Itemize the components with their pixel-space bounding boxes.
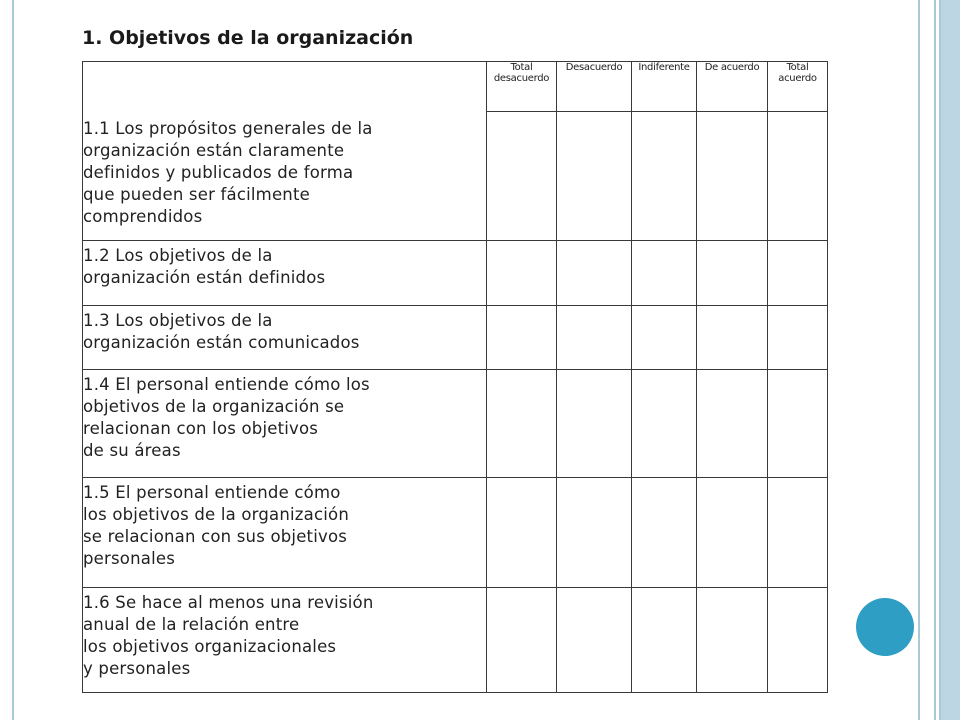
answer-cell-total-acuerdo[interactable] <box>768 112 828 241</box>
answer-cell-desacuerdo[interactable] <box>557 306 632 370</box>
question-text: 1.3 Los objetivos de la organización están comunicados <box>83 311 360 352</box>
accent-circle <box>856 598 914 656</box>
answer-cell-desacuerdo[interactable] <box>557 478 632 588</box>
answer-cell-indiferente[interactable] <box>632 112 697 241</box>
slide-left-border <box>0 0 14 720</box>
table-row <box>83 306 828 370</box>
answer-cell-desacuerdo[interactable] <box>557 370 632 478</box>
answer-cell-total-acuerdo[interactable] <box>768 478 828 588</box>
decoration-stripe <box>920 0 934 720</box>
question-cell <box>83 370 487 478</box>
answer-cell-de-acuerdo[interactable] <box>697 478 768 588</box>
answer-cell-total-desacuerdo[interactable] <box>487 588 557 693</box>
answer-cell-desacuerdo[interactable] <box>557 588 632 693</box>
answer-cell-indiferente[interactable] <box>632 478 697 588</box>
answer-cell-de-acuerdo[interactable] <box>697 241 768 306</box>
answer-cell-indiferente[interactable] <box>632 370 697 478</box>
column-header-label: Total desacuerdo <box>493 62 550 84</box>
column-header-label: De acuerdo <box>704 62 760 73</box>
answer-cell-total-desacuerdo[interactable] <box>487 306 557 370</box>
table-header-row <box>83 62 828 112</box>
answer-cell-total-acuerdo[interactable] <box>768 241 828 306</box>
question-text: 1.6 Se hace al menos una revisión anual de la relación entre los objetivos organizacionales y personales <box>83 593 374 678</box>
column-header-label: Indiferente <box>638 62 690 73</box>
slide-right-decoration <box>918 0 960 720</box>
question-cell <box>83 241 487 306</box>
question-cell <box>83 306 487 370</box>
question-text: 1.4 El personal entiende cómo los objetivos de la organización se relacionan con los objetivos de su áreas <box>83 375 370 460</box>
table-row <box>83 588 828 693</box>
answer-cell-total-acuerdo[interactable] <box>768 306 828 370</box>
answer-cell-indiferente[interactable] <box>632 306 697 370</box>
question-text: 1.2 Los objetivos de la organización están definidos <box>83 246 326 287</box>
survey-table <box>82 61 828 693</box>
answer-cell-total-acuerdo[interactable] <box>768 588 828 693</box>
answer-cell-de-acuerdo[interactable] <box>697 588 768 693</box>
document-title: 1. Objetivos de la organización <box>82 27 414 49</box>
answer-cell-indiferente[interactable] <box>632 588 697 693</box>
column-header-de-acuerdo <box>697 62 768 112</box>
table-row <box>83 241 828 306</box>
question-cell <box>83 478 487 588</box>
answer-cell-total-desacuerdo[interactable] <box>487 112 557 241</box>
decoration-stripe <box>941 0 960 720</box>
column-header-total-acuerdo <box>768 62 828 112</box>
column-header-label: Desacuerdo <box>565 62 623 73</box>
column-header-desacuerdo <box>557 62 632 112</box>
question-cell <box>83 62 487 241</box>
answer-cell-total-desacuerdo[interactable] <box>487 241 557 306</box>
answer-cell-de-acuerdo[interactable] <box>697 112 768 241</box>
answer-cell-de-acuerdo[interactable] <box>697 370 768 478</box>
answer-cell-total-desacuerdo[interactable] <box>487 478 557 588</box>
table-row <box>83 478 828 588</box>
answer-cell-de-acuerdo[interactable] <box>697 306 768 370</box>
answer-cell-indiferente[interactable] <box>632 241 697 306</box>
column-header-total-desacuerdo <box>487 62 557 112</box>
column-header-indiferente <box>632 62 697 112</box>
answer-cell-desacuerdo[interactable] <box>557 112 632 241</box>
question-cell <box>83 588 487 693</box>
answer-cell-total-acuerdo[interactable] <box>768 370 828 478</box>
table-row <box>83 370 828 478</box>
question-text: 1.1 Los propósitos generales de la organización están claramente definidos y publicados de forma que pueden ser fácilmente comprendidos <box>83 119 373 226</box>
question-text: 1.5 El personal entiende cómo los objetivos de la organización se relacionan con sus objetivos personales <box>83 483 349 568</box>
answer-cell-total-desacuerdo[interactable] <box>487 370 557 478</box>
answer-cell-desacuerdo[interactable] <box>557 241 632 306</box>
column-header-label: Total acuerdo <box>778 62 817 84</box>
